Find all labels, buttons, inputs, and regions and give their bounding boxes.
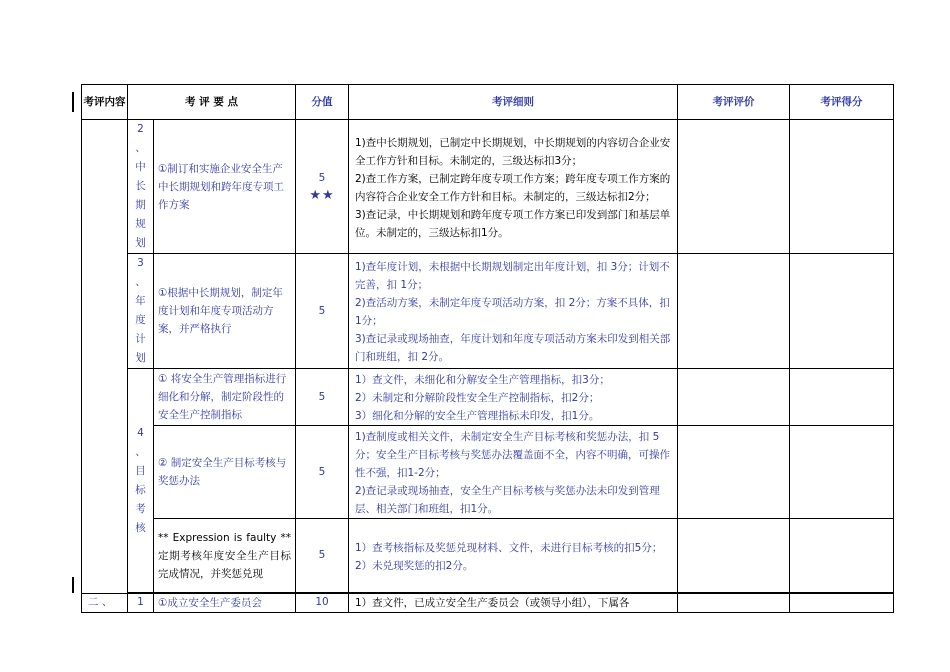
eval-cell	[678, 594, 790, 613]
requirement-cell: ② 制定安全生产目标考核与奖惩办法	[154, 426, 296, 519]
subitem-char: 4	[137, 426, 144, 439]
score-value: 5	[318, 304, 326, 317]
detail-line: 1)查年度计划，未根据中长期规划制定出年度计划，扣 3分；计划不完善，扣 1分；	[355, 261, 670, 291]
subitem-char: 3	[137, 257, 144, 269]
subitem-char: 划	[135, 352, 146, 364]
score-cell	[296, 369, 349, 426]
detail-cell	[349, 519, 678, 593]
requirement-cell: ①根据中长期规划，制定年度计划和年度专项活动方案，并严格执行	[154, 254, 296, 369]
subitem-char: 考	[135, 502, 146, 515]
requirement-cell: ①制订和实施企业安全生产中长期规划和跨年度专项工作方案	[154, 120, 296, 254]
subitem-char: 、	[135, 142, 146, 154]
col-header-content: 考评内容	[82, 85, 128, 120]
subitem-char: 核	[135, 521, 146, 534]
table-row	[82, 426, 894, 519]
detail-cell	[349, 426, 678, 519]
result-cell	[790, 120, 894, 254]
col-header-score: 分值	[296, 85, 349, 120]
score-cell	[296, 426, 349, 519]
detail-line: 3)查记录，中长期规划和跨年度专项工作方案已印发到部门和基层单位。未制定的，三级达标扣1分。	[355, 208, 671, 239]
result-cell	[790, 426, 894, 519]
header-row	[82, 85, 894, 120]
score-value: 5	[318, 465, 326, 478]
detail-line: 2)查活动方案，未制定年度专项活动方案，扣 2分；方案不具体，扣 1分；	[355, 297, 670, 327]
detail-cell	[349, 369, 678, 426]
detail-line: 2）未制定和分解阶段性安全生产控制指标，扣2分；	[355, 392, 600, 404]
subitem-char: 、	[135, 445, 146, 458]
requirement-cell: ① 将安全生产管理指标进行细化和分解，制定阶段性的安全生产控制指标	[154, 369, 296, 426]
subitem-cell	[128, 254, 154, 369]
result-cell	[790, 254, 894, 369]
eval-cell	[678, 254, 790, 369]
result-cell	[790, 594, 894, 613]
detail-line: 1)查制度或相关文件，未制定安全生产目标考核和奖惩办法，扣 5分；安全生产目标考核与奖惩办法覆盖面不全，内容不明确，可操作性不强，扣1-2分；	[355, 431, 670, 479]
result-cell	[790, 369, 894, 426]
subitem-char: 中	[135, 161, 146, 173]
eval-cell	[678, 369, 790, 426]
detail-line: 2)查工作方案，已制定跨年度专项工作方案；跨年度专项工作方案的内容符合企业安全工作方针和目标。未制定的，三级达标扣2分；	[355, 172, 671, 203]
detail-cell	[349, 254, 678, 369]
subitem-char: 年	[135, 295, 146, 307]
table-row	[82, 120, 894, 254]
score-value: 5	[318, 549, 326, 561]
subitem-char: 度	[135, 314, 146, 326]
subitem-char: 计	[135, 333, 146, 345]
col-header-result: 考评得分	[790, 85, 894, 120]
requirement-cell: ** Expression is faulty **定期考核年度安全生产目标完成情况，并奖惩兑现	[154, 519, 296, 593]
detail-line: 2）未兑现奖惩的扣2分。	[355, 559, 474, 572]
eval-cell	[678, 120, 790, 254]
col-header-eval: 考评评价	[678, 85, 790, 120]
detail-cell: 1）查文件，已成立安全生产委员会（或领导小组），下属各	[349, 594, 678, 613]
subitem-cell	[128, 369, 154, 593]
subitem-cell: 1	[128, 594, 154, 613]
margin-bar-bottom	[72, 577, 74, 593]
eval-cell	[678, 519, 790, 593]
detail-line: 3）细化和分解的安全生产管理指标未印发，扣1分。	[355, 410, 600, 422]
detail-cell	[349, 120, 678, 254]
eval-cell	[678, 426, 790, 519]
detail-line: 1）查文件，未细化和分解安全生产管理指标，扣3分；	[355, 374, 610, 386]
evaluation-table	[81, 84, 894, 613]
col-header-points: 考 评 要 点	[128, 85, 296, 120]
score-cell	[296, 519, 349, 593]
col-header-detail: 考评细则	[349, 85, 678, 120]
table-row	[82, 254, 894, 369]
table-row	[82, 594, 894, 613]
table-row	[82, 369, 894, 426]
detail-line: 1）查考核指标及奖惩兑现材料、文件，未进行目标考核的扣5分；	[355, 541, 663, 554]
detail-line: 1)查中长期规划，已制定中长期规划，中长期规划的内容切合企业安全工作方针和目标。未制定的，三级达标扣3分；	[355, 136, 671, 167]
subitem-char: 目	[135, 464, 146, 477]
subitem-char: 、	[135, 276, 146, 288]
detail-line: 3)查记录或现场抽查，年度计划和年度专项活动方案未印发到相关部门和班组，扣 2分。	[355, 333, 671, 363]
subitem-cell	[128, 120, 154, 254]
subitem-char: 划	[135, 237, 146, 249]
score-value: 5	[318, 390, 326, 403]
table-row	[82, 519, 894, 593]
score-cell	[296, 120, 349, 254]
subitem-char: 长	[135, 180, 146, 192]
score-cell	[296, 254, 349, 369]
requirement-cell: ①成立安全生产委员会	[154, 594, 296, 613]
section-cell: 二 、	[82, 594, 128, 613]
subitem-char: 期	[135, 199, 146, 211]
margin-bar-top	[72, 92, 74, 112]
content-cell-empty	[82, 120, 128, 594]
result-cell	[790, 519, 894, 593]
star-rating-icon: ★★	[309, 187, 335, 203]
score-value: 5	[318, 171, 326, 184]
subitem-char: 标	[135, 483, 146, 496]
subitem-char: 规	[135, 218, 146, 230]
subitem-char: 2	[137, 123, 144, 135]
detail-line: 2)查记录或现场抽查，安全生产目标考核与奖惩办法未印发到管理层、相关部门和班组，扣1分。	[355, 485, 660, 515]
score-cell: 10	[296, 594, 349, 613]
